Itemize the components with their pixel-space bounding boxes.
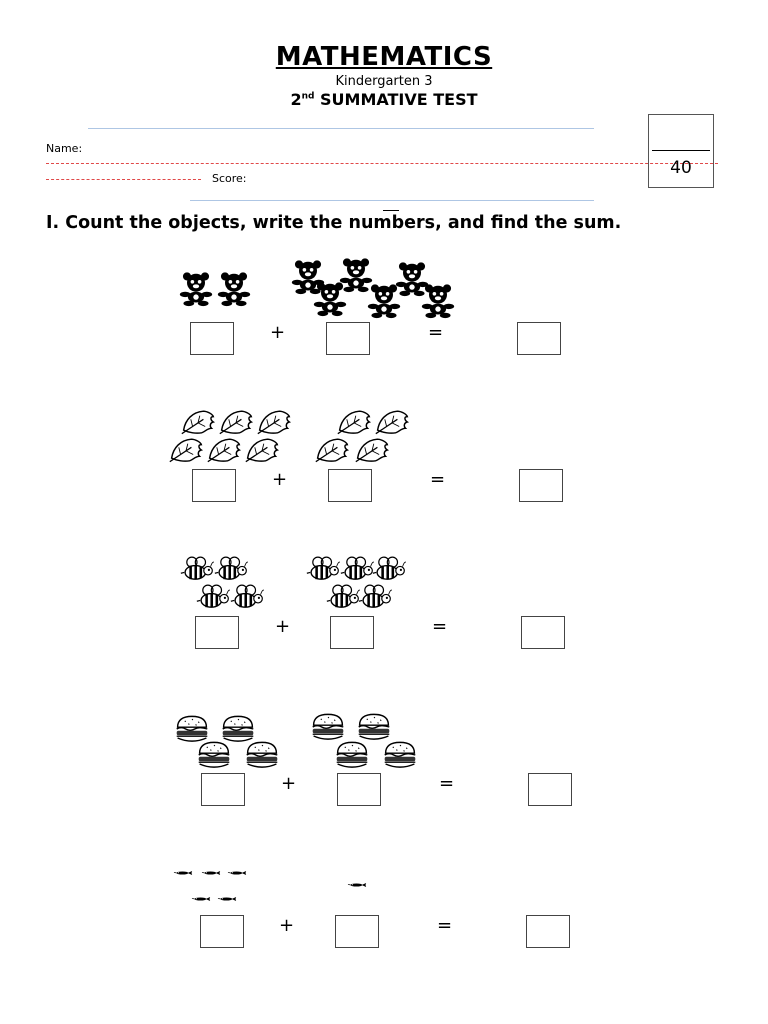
leaf-icon [218, 408, 254, 436]
name-label[interactable]: Name: [46, 142, 83, 155]
test-number-suffix: nd [301, 91, 315, 102]
leaf-icon [256, 408, 292, 436]
sum-answer-box[interactable] [528, 773, 572, 806]
leaf-icon [244, 436, 280, 464]
page-title: MATHEMATICS [275, 42, 493, 72]
text-mark [383, 210, 399, 211]
addend-1-answer-box[interactable] [200, 915, 244, 948]
sum-answer-box[interactable] [521, 616, 565, 649]
leaf-icon [180, 408, 216, 436]
header-divider-top [88, 128, 594, 129]
sum-answer-box[interactable] [519, 469, 563, 502]
burger-icon [310, 712, 346, 742]
bee-icon [306, 556, 340, 582]
fish-icon [200, 868, 226, 878]
bear-icon [178, 270, 214, 308]
fish-icon [172, 868, 198, 878]
burger-icon [382, 740, 418, 770]
burger-icon [334, 740, 370, 770]
leaf-icon [206, 436, 242, 464]
addend-1-answer-box[interactable] [201, 773, 245, 806]
bee-icon [326, 584, 360, 610]
fish-icon [226, 868, 252, 878]
addend-1-answer-box[interactable] [192, 469, 236, 502]
plus-sign: + [279, 915, 295, 936]
bear-icon [420, 282, 456, 320]
leaf-icon [336, 408, 372, 436]
bee-icon [214, 556, 248, 582]
leaf-icon [168, 436, 204, 464]
plus-sign: + [272, 469, 288, 490]
addend-1-answer-box[interactable] [195, 616, 239, 649]
bee-icon [372, 556, 406, 582]
addend-2-answer-box[interactable] [337, 773, 381, 806]
bear-icon [216, 270, 252, 308]
sum-answer-box[interactable] [526, 915, 570, 948]
fish-icon [216, 894, 242, 904]
bee-icon [180, 556, 214, 582]
addend-1-answer-box[interactable] [190, 322, 234, 355]
bee-icon [196, 584, 230, 610]
test-name: SUMMATIVE TEST [320, 90, 478, 109]
sum-answer-box[interactable] [517, 322, 561, 355]
test-number: 2 [290, 90, 302, 109]
leaf-icon [314, 436, 350, 464]
burger-icon [356, 712, 392, 742]
score-label[interactable]: Score: [212, 172, 247, 185]
plus-sign: + [270, 322, 286, 343]
fish-icon [190, 894, 216, 904]
fish-icon [346, 880, 372, 890]
bee-icon [230, 584, 264, 610]
leaf-icon [354, 436, 390, 464]
addend-2-answer-box[interactable] [328, 469, 372, 502]
equals-sign: = [437, 915, 453, 936]
score-fraction-line [652, 150, 710, 151]
bear-icon [366, 282, 402, 320]
burger-icon [196, 740, 232, 770]
bear-icon [312, 280, 348, 318]
plus-sign: + [281, 773, 297, 794]
equals-sign: = [428, 322, 444, 343]
name-line [46, 163, 718, 164]
plus-sign: + [275, 616, 291, 637]
header-divider-bottom [190, 200, 594, 201]
burger-icon [244, 740, 280, 770]
score-line-left [46, 179, 201, 180]
equals-sign: = [439, 773, 455, 794]
addend-2-answer-box[interactable] [335, 915, 379, 948]
equals-sign: = [432, 616, 448, 637]
leaf-icon [374, 408, 410, 436]
section-instruction: I. Count the objects, write the numbers, and find the sum. [46, 213, 622, 233]
grade-level: Kindergarten 3 [335, 74, 433, 89]
test-title [0, 90, 768, 109]
bee-icon [340, 556, 374, 582]
equals-sign: = [430, 469, 446, 490]
addend-2-answer-box[interactable] [326, 322, 370, 355]
total-score: 40 [670, 158, 692, 178]
bee-icon [358, 584, 392, 610]
addend-2-answer-box[interactable] [330, 616, 374, 649]
